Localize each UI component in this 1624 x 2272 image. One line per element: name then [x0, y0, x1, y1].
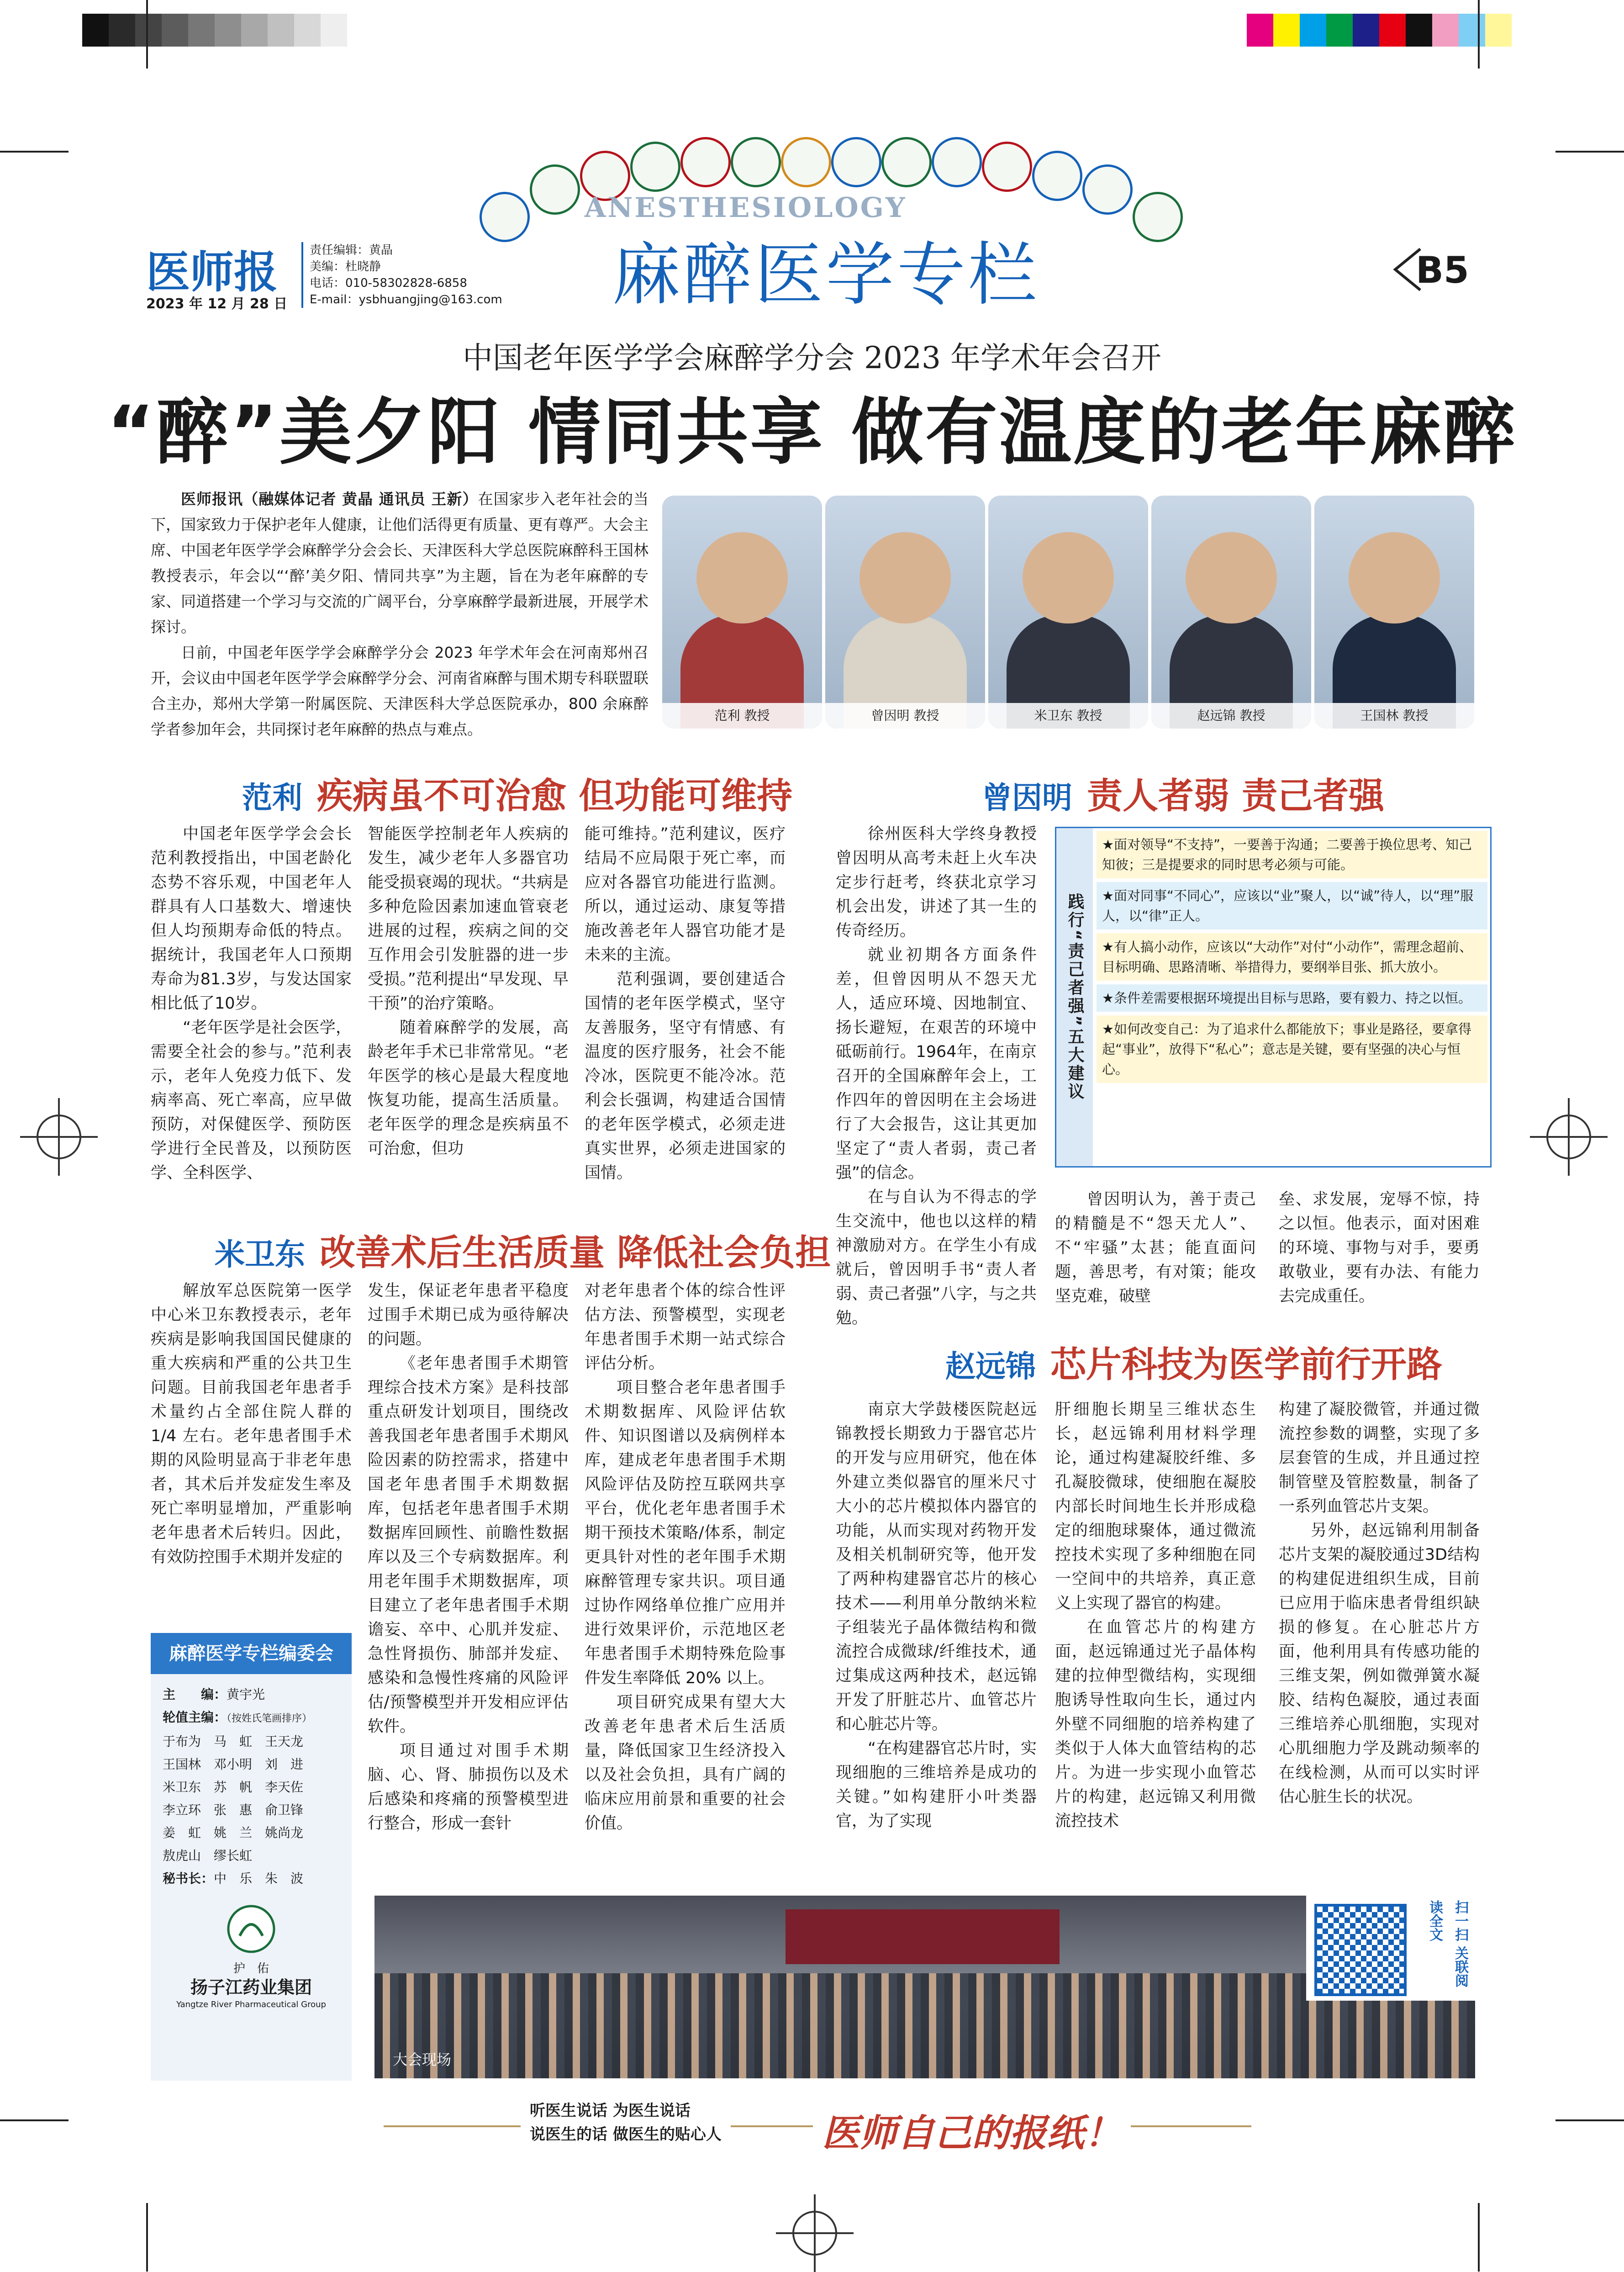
section-speaker-name: 曾因明: [982, 780, 1072, 815]
speaker-photo: [662, 496, 822, 729]
grayscale-bar: [82, 14, 347, 47]
article-paragraph: 解放军总医院第一医学中心米卫东教授表示，老年疾病是影响我国国民健康的重大疾病和严重的公共卫生问题。目前我国老年患者手术量约占全部住院人群的 1/4 左右。老年患者围手术期的风险明显高于非老年患者，其术后并发症发生率及死亡率明显增加，严重影响老年患者术后转归。因此，有效防控围手术期并发症的: [151, 1282, 352, 1566]
issue-date: 2023 年 12 月 28 日: [146, 296, 288, 312]
article-paragraph: “在构建器官芯片时，实现细胞的三维培养是成功的关键。”如构建肝小叶类器官，为了实现: [836, 1739, 1037, 1830]
society-logo-icon: [530, 164, 580, 215]
speaker-photo: [1314, 496, 1474, 729]
sponsor-name-en: Yangtze River Pharmaceutical Group: [176, 2000, 326, 2009]
article-paragraph: 徐州医科大学终身教授曾因明从高考未赶上火车决定步行赶考，终获北京学习机会出发，讲述了其一生的传奇经历。: [836, 825, 1037, 940]
editor-label: 主 编：: [163, 1687, 227, 1702]
qr-caption: 扫一扫 关联阅读全文: [1427, 1900, 1468, 1987]
society-logo-icon: [781, 137, 831, 187]
article-paragraph: 在血管芯片的构建方面，赵远锦通过光子晶体构建的拉伸型微结构，实现细胞诱导性取向生长，通过内外壁不同细胞的培养构建了类似于人体大血管结构的芯片。为进一步实现小血管芯片的构建，赵远锦又利用微流控技术: [1055, 1618, 1256, 1830]
registration-mark: [792, 2211, 837, 2256]
section-heading: 芯片科技为医学前行开路: [1050, 1344, 1443, 1385]
five-suggestions-box: [1055, 827, 1492, 1168]
section-heading: 疾病虽不可治愈 但功能可维持: [317, 776, 793, 817]
article-column: [151, 1279, 352, 1569]
society-logo-icon: [1133, 192, 1183, 242]
society-logo-icon: [680, 137, 731, 187]
crop-mark: [1555, 151, 1624, 153]
suggestion-item: ★面对领导“不支持”，一要善于沟通；二要善于换位思考、知己知彼；三是提要求的同时思考必须与可能。: [1097, 831, 1487, 878]
footer-slogan: [0, 2099, 1624, 2154]
masthead-logo: 医师报: [146, 247, 278, 298]
article-paragraph: 另外，赵远锦利用制备芯片支架的凝胶通过3D结构的构建促进组织生成，目前已应用于临床患者骨组织缺损的修复。在心脏芯片方面，他利用具有传感功能的三维支架，例如微弹簧水凝胶、结构色凝胶，通过表面三维培养心肌细胞，实现对心肌细胞力学及跳动频率的在线检测，从而可以实时评估心脏生长的状况。: [1279, 1522, 1480, 1806]
article-paragraph: 智能医学控制老年人疾病的发生，减少老年人多器官功能受损衰竭的现状。“共病是多种危险因素加速血管衰老进展的过程，疾病之间的交互作用会引发脏器的进一步受损。”范利提出“早发现、早干预”的治疗策略。: [368, 825, 569, 1013]
lead-text-2: 日前，中国老年医学学会麻醉学分会 2023 年学术年会在河南郑州召开，会议由中国老年医学学会麻醉学分会、河南省麻醉与围术期专科联盟联合主办，郑州大学第一附属医院、天津医科大学总医院承办，800 余麻醉学者参加年会，共同探讨老年麻醉的热点与难点。: [151, 644, 649, 738]
crop-mark: [146, 2203, 148, 2272]
sponsor-logo-icon: [226, 1904, 276, 1954]
article-column: [585, 1279, 786, 1836]
society-logo-icon: [982, 142, 1032, 192]
photo-caption: 曾因明 教授: [825, 703, 985, 729]
section-speaker-name: 米卫东: [215, 1237, 305, 1272]
board-member-row: 敖虎山 缪长虹: [163, 1848, 253, 1863]
secretary-label: 秘书长：: [163, 1871, 214, 1886]
article-column: [151, 822, 352, 1185]
article-paragraph: 构建了凝胶微管，并通过微流控参数的调整，实现了多层套管的生成，并且通过控制管壁及管腔数量，制备了一系列血管芯片支架。: [1279, 1400, 1480, 1516]
lead-byline: 医师报讯（融媒体记者 黄晶 通讯员 王新）: [181, 490, 478, 508]
article-paragraph: 肝细胞长期呈三维状态生长，赵远锦利用材料学理论，通过构建凝胶纤维、多孔凝胶微球，使细胞在凝胶内部长时间地生长并形成稳定的细胞球聚体，通过微流控技术实现了多种细胞在同一空间中的共培养，真正意义上实现了器官的构建。: [1055, 1400, 1256, 1612]
article-column: [1055, 1398, 1256, 1833]
speaker-photo: [825, 496, 985, 729]
article-paragraph: 曾因明认为，善于责己的精髓是不“怨天尤人”、不“牢骚”太甚；能直面问题，善思考，有对策；能攻坚克难，破壁: [1055, 1190, 1256, 1305]
sponsor-name: 扬子江药业集团: [190, 1977, 312, 1997]
editorial-board-title: 麻醉医学专栏编委会: [151, 1633, 352, 1674]
section-speaker-name: 范利: [242, 780, 302, 815]
editor-name: 黄宇光: [227, 1687, 265, 1702]
photo-caption: 米卫东 教授: [988, 703, 1148, 729]
board-member-row: 李立环 张 惠 俞卫锋: [163, 1802, 304, 1818]
speaker-photos: [662, 496, 1475, 729]
article-paragraph: 《老年患者围手术期管理综合技术方案》是科技部重点研发计划项目，围绕改善我国老年患者围手术期风险因素的防控需求，搭建中国老年患者围手术期数据库，包括老年患者围手术期数据库回顾性、前瞻性数据库以及三个专病数据库。利用老年围手术期数据库，项目建立了老年患者围手术期谵妄、卒中、心肌并发症、急性肾损伤、肺部并发症、感染和急慢性疼痛的风险评估/预警模型并开发相应评估软件。: [368, 1354, 569, 1736]
article-paragraph: “老年医学是社会医学，需要全社会的参与。”范利表示，老年人免疫力低下、发病率高、死亡率高，应早做预防，对保健医学、预防医学进行全民普及，以预防医学、全科医学、: [151, 1019, 352, 1182]
section-title-zeng: [982, 767, 1384, 819]
suggestion-item: ★条件差需要根据环境提出目标与思路，要有毅力、持之以恒。: [1097, 984, 1487, 1012]
photo-caption: 王国林 教授: [1314, 703, 1474, 729]
article-paragraph: 中国老年医学学会会长范利教授指出，中国老龄化态势不容乐观，中国老年人群具有人口基数大、增速快但人均预期寿命低的特点。据统计，我国老年人口预期寿命为81.3岁，与发达国家相比低了10岁。: [151, 825, 352, 1013]
society-logo-icon: [932, 137, 982, 187]
editorial-board-box: [151, 1633, 352, 2081]
article-paragraph: 项目整合老年患者围手术期数据库、风险评估软件、知识图谱以及病例样本库，建成老年患者围手术期风险评估及防控互联网共享平台，优化老年患者围手术期干预技术策略/体系，制定更具针对性的老年围手术期麻醉管理专家共识。项目通过协作网络单位推广应用并进行效果评价，示范地区老年患者围手术期特殊危险事件发生率降低 20% 以上。: [585, 1379, 786, 1687]
board-member-row: 于布为 马 虹 王天龙: [163, 1734, 304, 1749]
suggestion-item: ★有人搞小动作，应该以“大动作”对付“小动作”，需理念超前、目标明确、思路清晰、举措得力，要纲举目张、抓大放小。: [1097, 933, 1487, 981]
article-paragraph: 对老年患者个体的综合性评估方法、预警模型，实现老年患者围手术期一站式综合评估分析。: [585, 1282, 786, 1373]
board-member-row: 王国林 邓小明 刘 进: [163, 1757, 304, 1772]
society-logo-icon: [831, 137, 881, 187]
slogan-big: 医师自己的报纸！: [813, 2103, 1131, 2157]
slogan-line-1: 听医生说话 为医生说话: [530, 2102, 691, 2120]
board-member-row: 米卫东 苏 帆 李天佐: [163, 1780, 304, 1795]
society-logo-icon: [731, 137, 781, 187]
sponsor-bless: 护 佑: [233, 1962, 269, 1976]
photo-caption: 赵远锦 教授: [1151, 703, 1311, 729]
speaker-photo: [988, 496, 1148, 729]
speaker-photo: [1151, 496, 1311, 729]
suggestion-item: ★面对同事“不同心”，应该以“业”聚人，以“诚”待人，以“理”服人，以“律”正人。: [1097, 882, 1487, 930]
suggestion-item: ★如何改变自己：为了追求什么都能放下；事业是路径，要拿得起“事业”，放得下“私心”；意志是关键，要有坚强的决心与恒心。: [1097, 1015, 1487, 1083]
article-paragraph: 项目研究成果有望大大改善老年患者术后生活质量，降低国家卫生经济投入以及社会负担，具有广阔的临床应用前景和重要的社会价值。: [585, 1693, 786, 1833]
society-logo-icon: [480, 192, 530, 242]
lead-text-1: 在国家步入老年社会的当下，国家致力于保护老年人健康，让他们活得更有质量、更有尊严。大会主席、中国老年医学学会麻醉学分会会长、天津医科大学总医院麻醉科王国林教授表示，年会以“‘醉’美夕阳、情同共享”为主题，旨在为老年麻醉的专家、同道搭建一个学习与交流的广阔平台，分享麻醉学最新进展，开展学术探讨。: [151, 490, 649, 636]
secretary-names: 中 乐 朱 波: [214, 1871, 304, 1886]
article-paragraph: 能可维持。”范利建议，医疗结局不应局限于死亡率，而应对各器官功能进行监测。所以，通过运动、康复等措施改善老年人器官功能才是未来的主流。: [585, 825, 786, 964]
registration-mark: [1546, 1115, 1591, 1159]
society-logo-icon: [1082, 164, 1133, 215]
sub-headline: 中国老年医学学会麻醉学分会 2023 年学术年会召开: [463, 340, 1161, 375]
section-heading: 责人者弱 责己者强: [1087, 776, 1385, 817]
rotating-editor-label: 轮值主编：: [163, 1710, 227, 1725]
article-column: [836, 1398, 1037, 1833]
article-paragraph: 垒、求发展，宠辱不惊，持之以恒。他表示，面对困难的环境、事物与对手，要勇敢敬业，要有办法、有能力去完成重任。: [1279, 1190, 1480, 1305]
editor-info: [301, 242, 502, 308]
column-title: 麻醉医学专栏: [612, 235, 1040, 315]
email-line: E-mail：ysbhuangjing@163.com: [310, 293, 502, 306]
crop-mark: [1478, 0, 1480, 69]
article-column: [368, 822, 569, 1161]
article-paragraph: 在与自认为不得志的学生交流中，他也以这样的精神激励对方。在学生小有成就后，曾因明手书“责人者弱、责己者强”八字，与之共勉。: [836, 1188, 1037, 1327]
section-title-zhao: [945, 1336, 1442, 1387]
phone-line: 电话：010-58302828-6858: [310, 276, 467, 290]
main-headline: “醉”美夕阳 情同共享 做有温度的老年麻醉: [107, 391, 1517, 475]
lead-paragraph: [151, 486, 649, 742]
article-paragraph: 项目通过对围手术期脑、心、肾、肺损伤以及术后感染和疼痛的预警模型进行整合，形成一套针: [368, 1742, 569, 1833]
box-side-title: 践行“责己者强”五大建议: [1056, 828, 1093, 1166]
society-logo-icon: [630, 142, 680, 192]
board-member-row: 姜 虹 姚 兰 姚尚龙: [163, 1825, 304, 1840]
slogan-line-2: 说医生的话 做医生的贴心人: [530, 2125, 722, 2144]
article-paragraph: 就业初期各方面条件差，但曾因明从不怨天尤人，适应环境、因地制宜、扬长避短，在艰苦的环境中砥砺前行。1964年，在南京召开的全国麻醉年会上，工作四年的曾因明在主会场进行了大会报告，这让其更加坚定了“责人者弱，责己者强”的信念。: [836, 946, 1037, 1182]
article-paragraph: 随着麻醉学的发展，高龄老年手术已非常常见。“老年医学的核心是最大程度地恢复功能，提高生活质量。老年医学的理念是疾病虽不可治愈，但功: [368, 1019, 569, 1158]
editor-line: 责任编辑：黄晶: [310, 243, 393, 257]
section-title-mi: [215, 1224, 831, 1275]
conference-photo-caption: 大会现场: [393, 2051, 452, 2068]
section-speaker-name: 赵远锦: [945, 1349, 1036, 1384]
crop-mark: [0, 151, 69, 153]
color-bar: [1247, 14, 1512, 47]
qr-block[interactable]: [1306, 1896, 1475, 2001]
section-heading: 改善术后生活质量 降低社会负担: [320, 1232, 831, 1273]
section-title-fan: [242, 767, 792, 819]
article-paragraph: 范利强调，要创建适合国情的老年医学模式，坚守友善服务，坚守有情感、有温度的医疗服务，社会不能冷冰，医院更不能冷冰。范利会长强调，构建适合国情的老年医学模式，必须走进真实世界，必须走进国家的国情。: [585, 970, 786, 1182]
crop-mark: [1478, 2203, 1480, 2272]
registration-mark: [37, 1115, 81, 1159]
article-paragraph: 南京大学鼓楼医院赵远锦教授长期致力于器官芯片的开发与应用研究，他在体外建立类似器官的厘米尺寸大小的芯片模拟体内器官的功能，从而实现对药物开发及相关机制研究等，他开发了两种构建器官芯片的核心技术——利用单分散纳米粒子组装光子晶体微结构和微流控合成微球/纤维技术，通过集成这两种技术，赵远锦开发了肝脏芯片、血管芯片和心脏芯片等。: [836, 1400, 1037, 1733]
crop-mark: [146, 0, 148, 69]
page-number: B5: [1416, 249, 1469, 291]
society-logo-icon: [881, 137, 932, 187]
photo-caption: 范利 教授: [662, 703, 822, 729]
article-column: [585, 822, 786, 1185]
article-column: [368, 1279, 569, 1836]
article-column: [1279, 1398, 1480, 1809]
article-paragraph: 发生，保证老年患者平稳度过围手术期已成为亟待解决的问题。: [368, 1282, 569, 1348]
designer-line: 美编：杜晓静: [310, 260, 381, 274]
rotating-editor-note: （按姓氏笔画排序）: [227, 1713, 312, 1724]
section-english-title: ANESTHESIOLOGY: [585, 192, 907, 224]
society-logo-icon: [1032, 151, 1082, 201]
article-column: [1279, 1188, 1480, 1309]
article-column: [1055, 1188, 1256, 1309]
qr-code-icon[interactable]: [1314, 1904, 1407, 1996]
article-column: [836, 822, 1037, 1331]
